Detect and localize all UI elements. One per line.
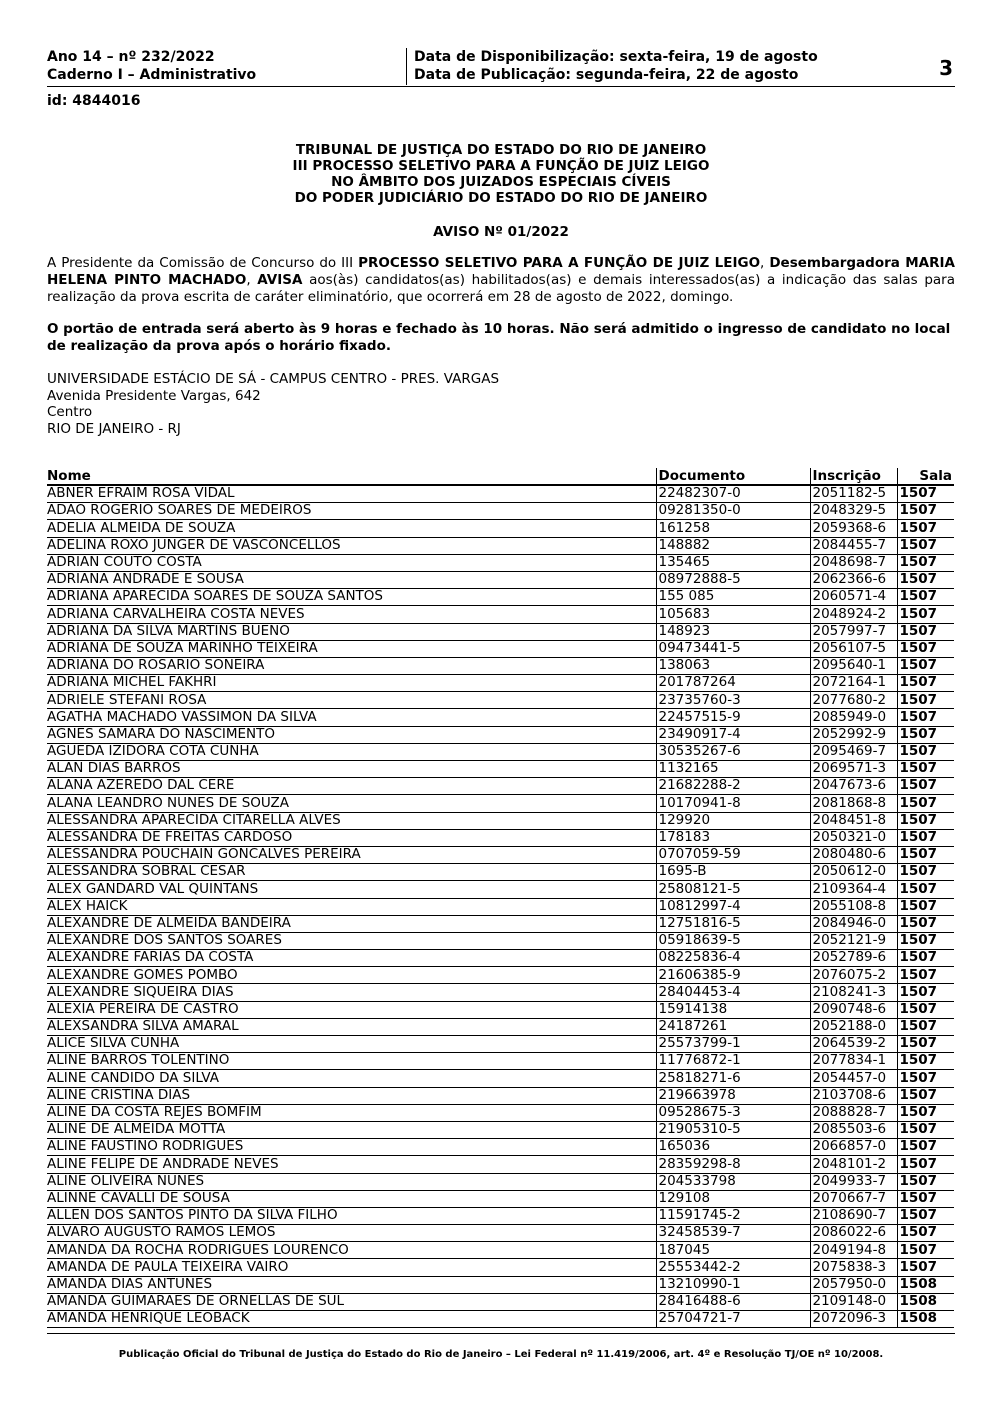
table-row (47, 1242, 954, 1259)
table-row (47, 1018, 954, 1035)
table-row (47, 743, 954, 760)
cell-room: 1507 (897, 1018, 954, 1035)
cell-registration: 2056107-5 (810, 640, 897, 657)
cell-document: 201787264 (656, 675, 810, 692)
cell-registration: 2076075-2 (810, 967, 897, 984)
cell-name: ALEXANDRE GOMES POMBO (47, 967, 656, 984)
cell-document: 1132165 (656, 761, 810, 778)
table-row (47, 1173, 954, 1190)
cell-registration: 2088828-7 (810, 1104, 897, 1121)
cell-document: 165036 (656, 1139, 810, 1156)
cell-registration: 2084455-7 (810, 537, 897, 554)
cell-document: 25553442-2 (656, 1259, 810, 1276)
cell-room: 1507 (897, 743, 954, 760)
table-row (47, 1087, 954, 1104)
cell-name: ALLEN DOS SANTOS PINTO DA SILVA FILHO (47, 1207, 656, 1224)
address-line: Centro (47, 404, 93, 420)
cell-registration: 2077834-1 (810, 1053, 897, 1070)
publication-date: Data de Publicação: segunda-feira, 22 de agosto (414, 67, 799, 83)
cell-room: 1507 (897, 1001, 954, 1018)
intro-text: aos(às) candidatos(as) habilitados(as) e demais interessados(as) a indicação das salas para realização da prova escrita de caráter eliminatório, que ocorrerá em 28 de agosto de 2022, domingo. (47, 272, 955, 305)
cell-name: ALEXSANDRA SILVA AMARAL (47, 1018, 656, 1035)
notice-title (47, 142, 955, 206)
table-row (47, 1036, 954, 1053)
address-line: UNIVERSIDADE ESTÁCIO DE SÁ - CAMPUS CENTRO - PRES. VARGAS (47, 371, 500, 387)
cell-registration: 2062366-6 (810, 571, 897, 588)
cell-registration: 2059368-6 (810, 520, 897, 537)
gate-notice: O portão de entrada será aberto às 9 horas e fechado às 10 horas. Não será admitido o ingresso de candidato no local de realização da prova após o horário fixado. (47, 321, 951, 354)
table-row (47, 640, 954, 657)
cell-name: ALINE OLIVEIRA NUNES (47, 1173, 656, 1190)
header-left (47, 48, 407, 84)
cell-name: ALINE CANDIDO DA SILVA (47, 1070, 656, 1087)
col-header-name: Nome (47, 468, 656, 485)
intro-bold: Desembargadora MARIA HELENA PINTO MACHADO (47, 255, 955, 288)
cell-registration: 2050612-0 (810, 864, 897, 881)
cell-registration: 2066857-0 (810, 1139, 897, 1156)
cell-room: 1507 (897, 881, 954, 898)
table-row (47, 1070, 954, 1087)
cell-document: 05918639-5 (656, 932, 810, 949)
cell-room: 1507 (897, 554, 954, 571)
cell-registration: 2047673-6 (810, 778, 897, 795)
table-row (47, 795, 954, 812)
cell-document: 09473441-5 (656, 640, 810, 657)
cell-name: ADRIANA DO ROSARIO SONEIRA (47, 657, 656, 674)
cell-room: 1507 (897, 778, 954, 795)
cell-room: 1507 (897, 589, 954, 606)
cell-registration: 2090748-6 (810, 1001, 897, 1018)
title-line: III PROCESSO SELETIVO PARA A FUNÇÃO DE JUIZ LEIGO (292, 158, 710, 174)
cell-document: 105683 (656, 606, 810, 623)
cell-name: AMANDA HENRIQUE LEOBACK (47, 1311, 656, 1328)
table-row (47, 1207, 954, 1224)
table-row (47, 709, 954, 726)
cell-document: 204533798 (656, 1173, 810, 1190)
intro-text: A Presidente da Comissão de Concurso do III (47, 255, 359, 271)
cell-room: 1507 (897, 1207, 954, 1224)
cell-room: 1507 (897, 932, 954, 949)
table-row (47, 1053, 954, 1070)
cell-name: ALANA LEANDRO NUNES DE SOUZA (47, 795, 656, 812)
cell-name: ALANA AZEREDO DAL CERE (47, 778, 656, 795)
cell-room: 1507 (897, 623, 954, 640)
title-line: NO ÂMBITO DOS JUIZADOS ESPECIAIS CÍVEIS (331, 174, 671, 190)
table-row (47, 1293, 954, 1310)
title-line: DO PODER JUDICIÁRIO DO ESTADO DO RIO DE JANEIRO (294, 190, 708, 206)
cell-document: 10170941-8 (656, 795, 810, 812)
page-header (47, 48, 955, 87)
cell-registration: 2051182-5 (810, 485, 897, 503)
aviso-number: AVISO Nº 01/2022 (433, 224, 569, 240)
cell-document: 21606385-9 (656, 967, 810, 984)
address-line: Avenida Presidente Vargas, 642 (47, 387, 261, 404)
table-row (47, 950, 954, 967)
cell-name: ABNER EFRAIM ROSA VIDAL (47, 485, 656, 503)
header-dates (414, 48, 874, 84)
cell-registration: 2080480-6 (810, 846, 897, 863)
table-row (47, 761, 954, 778)
cell-room: 1507 (897, 640, 954, 657)
col-header-registration: Inscrição (810, 468, 897, 485)
cell-name: ALINNE CAVALLI DE SOUSA (47, 1190, 656, 1207)
table-row (47, 778, 954, 795)
page-number: 3 (939, 56, 953, 80)
cell-name: ALESSANDRA DE FREITAS CARDOSO (47, 829, 656, 846)
footer-text: Publicação Oficial do Tribunal de Justiça do Estado do Rio de Janeiro – Lei Federal nº 11.419/2006, art. 4º e Resolução TJ/OE nº 10/2008. (118, 1349, 884, 1360)
cell-registration: 2085503-6 (810, 1121, 897, 1138)
table-row (47, 554, 954, 571)
cell-registration: 2049194-8 (810, 1242, 897, 1259)
cell-name: ALICE SILVA CUNHA (47, 1036, 656, 1053)
cell-registration: 2052789-6 (810, 950, 897, 967)
cell-name: ALESSANDRA POUCHAIN GONCALVES PEREIRA (47, 846, 656, 863)
cell-document: 178183 (656, 829, 810, 846)
table-row (47, 1104, 954, 1121)
cell-registration: 2081868-8 (810, 795, 897, 812)
candidates-table (47, 468, 954, 1328)
cell-room: 1507 (897, 1156, 954, 1173)
cell-room: 1507 (897, 967, 954, 984)
cell-name: ADELINA ROXO JUNGER DE VASCONCELLOS (47, 537, 656, 554)
cell-name: ADRIANA ANDRADE E SOUSA (47, 571, 656, 588)
availability-date: Data de Disponibilização: sexta-feira, 19 de agosto (414, 49, 818, 65)
cell-registration: 2049933-7 (810, 1173, 897, 1190)
cell-room: 1507 (897, 795, 954, 812)
cell-room: 1507 (897, 1173, 954, 1190)
table-row (47, 537, 954, 554)
cell-document: 12751816-5 (656, 915, 810, 932)
cell-document: 23735760-3 (656, 692, 810, 709)
table-row (47, 1276, 954, 1293)
table-row (47, 623, 954, 640)
table-row (47, 1139, 954, 1156)
intro-text: , (246, 272, 258, 288)
cell-room: 1508 (897, 1276, 954, 1293)
cell-room: 1507 (897, 1087, 954, 1104)
cell-registration: 2075838-3 (810, 1259, 897, 1276)
cell-room: 1507 (897, 1190, 954, 1207)
cell-room: 1507 (897, 829, 954, 846)
table-row (47, 571, 954, 588)
table-row (47, 657, 954, 674)
cell-name: ALINE DE ALMEIDA MOTTA (47, 1121, 656, 1138)
cell-room: 1507 (897, 537, 954, 554)
cell-document: 11591745-2 (656, 1207, 810, 1224)
cell-room: 1507 (897, 1104, 954, 1121)
table-header-row (47, 468, 954, 485)
cell-name: ALEX HAICK (47, 898, 656, 915)
cell-name: ALINE FAUSTINO RODRIGUES (47, 1139, 656, 1156)
cell-document: 21905310-5 (656, 1121, 810, 1138)
table-row (47, 1311, 954, 1328)
table-body (47, 485, 954, 1328)
cell-name: ADAO ROGERIO SOARES DE MEDEIROS (47, 503, 656, 520)
cell-room: 1508 (897, 1311, 954, 1328)
table-row (47, 1190, 954, 1207)
cell-document: 15914138 (656, 1001, 810, 1018)
cell-room: 1507 (897, 1036, 954, 1053)
cell-name: ALEXANDRE SIQUEIRA DIAS (47, 984, 656, 1001)
cell-registration: 2077680-2 (810, 692, 897, 709)
cell-room: 1507 (897, 864, 954, 881)
title-line: TRIBUNAL DE JUSTIÇA DO ESTADO DO RIO DE JANEIRO (295, 142, 707, 158)
cell-document: 155 085 (656, 589, 810, 606)
cell-room: 1507 (897, 1139, 954, 1156)
table-row (47, 915, 954, 932)
cell-registration: 2052121-9 (810, 932, 897, 949)
cell-name: ADRIAN COUTO COSTA (47, 554, 656, 571)
cell-name: ALVARO AUGUSTO RAMOS LEMOS (47, 1225, 656, 1242)
table-row (47, 864, 954, 881)
cell-document: 11776872-1 (656, 1053, 810, 1070)
cell-document: 22482307-0 (656, 485, 810, 503)
cell-name: ALEXANDRE DE ALMEIDA BANDEIRA (47, 915, 656, 932)
table-row (47, 967, 954, 984)
cell-name: ALINE FELIPE DE ANDRADE NEVES (47, 1156, 656, 1173)
cell-document: 25818271-6 (656, 1070, 810, 1087)
cell-registration: 2048451-8 (810, 812, 897, 829)
cell-registration: 2069571-3 (810, 761, 897, 778)
exam-address (47, 371, 499, 437)
cell-registration: 2048101-2 (810, 1156, 897, 1173)
table-row (47, 485, 954, 503)
cell-registration: 2084946-0 (810, 915, 897, 932)
table-row (47, 898, 954, 915)
cell-registration: 2103708-6 (810, 1087, 897, 1104)
cell-document: 28416488-6 (656, 1293, 810, 1310)
cell-registration: 2052188-0 (810, 1018, 897, 1035)
cell-document: 21682288-2 (656, 778, 810, 795)
cell-document: 24187261 (656, 1018, 810, 1035)
cell-document: 161258 (656, 520, 810, 537)
cell-registration: 2050321-0 (810, 829, 897, 846)
cell-name: ADRIANA DA SILVA MARTINS BUENO (47, 623, 656, 640)
cell-room: 1507 (897, 761, 954, 778)
cell-registration: 2048698-7 (810, 554, 897, 571)
cell-registration: 2072096-3 (810, 1311, 897, 1328)
table-row (47, 1001, 954, 1018)
cell-name: AMANDA DA ROCHA RODRIGUES LOURENCO (47, 1242, 656, 1259)
cell-room: 1507 (897, 709, 954, 726)
table-row (47, 932, 954, 949)
cell-document: 25573799-1 (656, 1036, 810, 1053)
table-row (47, 1121, 954, 1138)
document-id: id: 4844016 (47, 93, 141, 109)
edition-label: Ano 14 – nº 232/2022 (47, 49, 215, 65)
table-row (47, 881, 954, 898)
cell-registration: 2109148-0 (810, 1293, 897, 1310)
cell-room: 1508 (897, 1293, 954, 1310)
cell-name: ALESSANDRA APARECIDA CITARELLA ALVES (47, 812, 656, 829)
cell-name: ADRIANA MICHEL FAKHRI (47, 675, 656, 692)
cell-registration: 2057950-0 (810, 1276, 897, 1293)
cell-document: 28404453-4 (656, 984, 810, 1001)
cell-name: ALESSANDRA SOBRAL CESAR (47, 864, 656, 881)
cell-document: 138063 (656, 657, 810, 674)
cell-registration: 2048329-5 (810, 503, 897, 520)
cell-name: AMANDA DE PAULA TEIXEIRA VAIRO (47, 1259, 656, 1276)
cell-registration: 2060571-4 (810, 589, 897, 606)
cell-registration: 2086022-6 (810, 1225, 897, 1242)
cell-room: 1507 (897, 520, 954, 537)
table-row (47, 520, 954, 537)
table-row (47, 1259, 954, 1276)
cell-document: 30535267-6 (656, 743, 810, 760)
cell-document: 10812997-4 (656, 898, 810, 915)
cell-name: ADRIANA APARECIDA SOARES DE SOUZA SANTOS (47, 589, 656, 606)
cell-document: 25704721-7 (656, 1311, 810, 1328)
cell-document: 129108 (656, 1190, 810, 1207)
col-header-document: Documento (656, 468, 810, 485)
cell-document: 187045 (656, 1242, 810, 1259)
cell-name: ALINE BARROS TOLENTINO (47, 1053, 656, 1070)
cell-room: 1507 (897, 950, 954, 967)
header-divider (406, 48, 407, 85)
cell-room: 1507 (897, 846, 954, 863)
cell-name: ADRIELE STEFANI ROSA (47, 692, 656, 709)
cell-room: 1507 (897, 1259, 954, 1276)
cell-document: 08972888-5 (656, 571, 810, 588)
cell-document: 25808121-5 (656, 881, 810, 898)
table-row (47, 589, 954, 606)
cell-document: 28359298-8 (656, 1156, 810, 1173)
table-row (47, 675, 954, 692)
cell-document: 135465 (656, 554, 810, 571)
cell-name: ALINE CRISTINA DIAS (47, 1087, 656, 1104)
cell-room: 1507 (897, 657, 954, 674)
col-header-room: Sala (897, 468, 954, 485)
cell-room: 1507 (897, 606, 954, 623)
cell-registration: 2109364-4 (810, 881, 897, 898)
address-line: RIO DE JANEIRO - RJ (47, 420, 181, 437)
cell-document: 32458539-7 (656, 1225, 810, 1242)
cell-registration: 2064539-2 (810, 1036, 897, 1053)
cell-room: 1507 (897, 1225, 954, 1242)
cell-document: 129920 (656, 812, 810, 829)
cell-name: ALEXANDRE DOS SANTOS SOARES (47, 932, 656, 949)
cell-registration: 2052992-9 (810, 726, 897, 743)
cell-document: 13210990-1 (656, 1276, 810, 1293)
cell-document: 148882 (656, 537, 810, 554)
table-row (47, 812, 954, 829)
cell-registration: 2108690-7 (810, 1207, 897, 1224)
table-row (47, 1225, 954, 1242)
table-row (47, 1156, 954, 1173)
table-row (47, 503, 954, 520)
cell-room: 1507 (897, 1070, 954, 1087)
intro-bold: AVISA (257, 272, 303, 288)
section-label: Caderno I – Administrativo (47, 67, 257, 83)
cell-room: 1507 (897, 503, 954, 520)
cell-document: 23490917-4 (656, 726, 810, 743)
cell-room: 1507 (897, 812, 954, 829)
cell-name: ALEXIA PEREIRA DE CASTRO (47, 1001, 656, 1018)
footer-divider (47, 1333, 955, 1334)
cell-document: 09281350-0 (656, 503, 810, 520)
cell-room: 1507 (897, 571, 954, 588)
table-row (47, 829, 954, 846)
table-row (47, 846, 954, 863)
cell-registration: 2095469-7 (810, 743, 897, 760)
table-row (47, 606, 954, 623)
cell-name: AGATHA MACHADO VASSIMON DA SILVA (47, 709, 656, 726)
cell-room: 1507 (897, 692, 954, 709)
cell-name: ADRIANA DE SOUZA MARINHO TEIXEIRA (47, 640, 656, 657)
cell-document: 09528675-3 (656, 1104, 810, 1121)
cell-registration: 2072164-1 (810, 675, 897, 692)
cell-room: 1507 (897, 898, 954, 915)
cell-name: ADELIA ALMEIDA DE SOUZA (47, 520, 656, 537)
cell-registration: 2085949-0 (810, 709, 897, 726)
cell-name: AGUEDA IZIDORA COTA CUNHA (47, 743, 656, 760)
cell-room: 1507 (897, 984, 954, 1001)
cell-name: ALINE DA COSTA REJES BOMFIM (47, 1104, 656, 1121)
cell-registration: 2054457-0 (810, 1070, 897, 1087)
cell-name: AMANDA GUIMARAES DE ORNELLAS DE SUL (47, 1293, 656, 1310)
cell-name: ADRIANA CARVALHEIRA COSTA NEVES (47, 606, 656, 623)
intro-bold: PROCESSO SELETIVO PARA A FUNÇÃO DE JUIZ LEIGO (358, 255, 761, 271)
cell-document: 219663978 (656, 1087, 810, 1104)
cell-registration: 2057997-7 (810, 623, 897, 640)
cell-room: 1507 (897, 1242, 954, 1259)
cell-name: AGNES SAMARA DO NASCIMENTO (47, 726, 656, 743)
cell-name: ALAN DIAS BARROS (47, 761, 656, 778)
cell-room: 1507 (897, 915, 954, 932)
cell-name: AMANDA DIAS ANTUNES (47, 1276, 656, 1293)
intro-paragraph (47, 255, 955, 306)
table-row (47, 726, 954, 743)
cell-registration: 2070667-7 (810, 1190, 897, 1207)
cell-document: 1695-B (656, 864, 810, 881)
cell-room: 1507 (897, 675, 954, 692)
cell-document: 22457515-9 (656, 709, 810, 726)
cell-room: 1507 (897, 485, 954, 503)
cell-registration: 2095640-1 (810, 657, 897, 674)
cell-name: ALEX GANDARD VAL QUINTANS (47, 881, 656, 898)
cell-room: 1507 (897, 1121, 954, 1138)
cell-room: 1507 (897, 726, 954, 743)
intro-text: , (760, 255, 770, 271)
table-row (47, 984, 954, 1001)
cell-document: 08225836-4 (656, 950, 810, 967)
cell-room: 1507 (897, 1053, 954, 1070)
table-row (47, 692, 954, 709)
cell-registration: 2048924-2 (810, 606, 897, 623)
cell-registration: 2055108-8 (810, 898, 897, 915)
cell-name: ALEXANDRE FARIAS DA COSTA (47, 950, 656, 967)
cell-document: 148923 (656, 623, 810, 640)
cell-document: 0707059-59 (656, 846, 810, 863)
cell-registration: 2108241-3 (810, 984, 897, 1001)
